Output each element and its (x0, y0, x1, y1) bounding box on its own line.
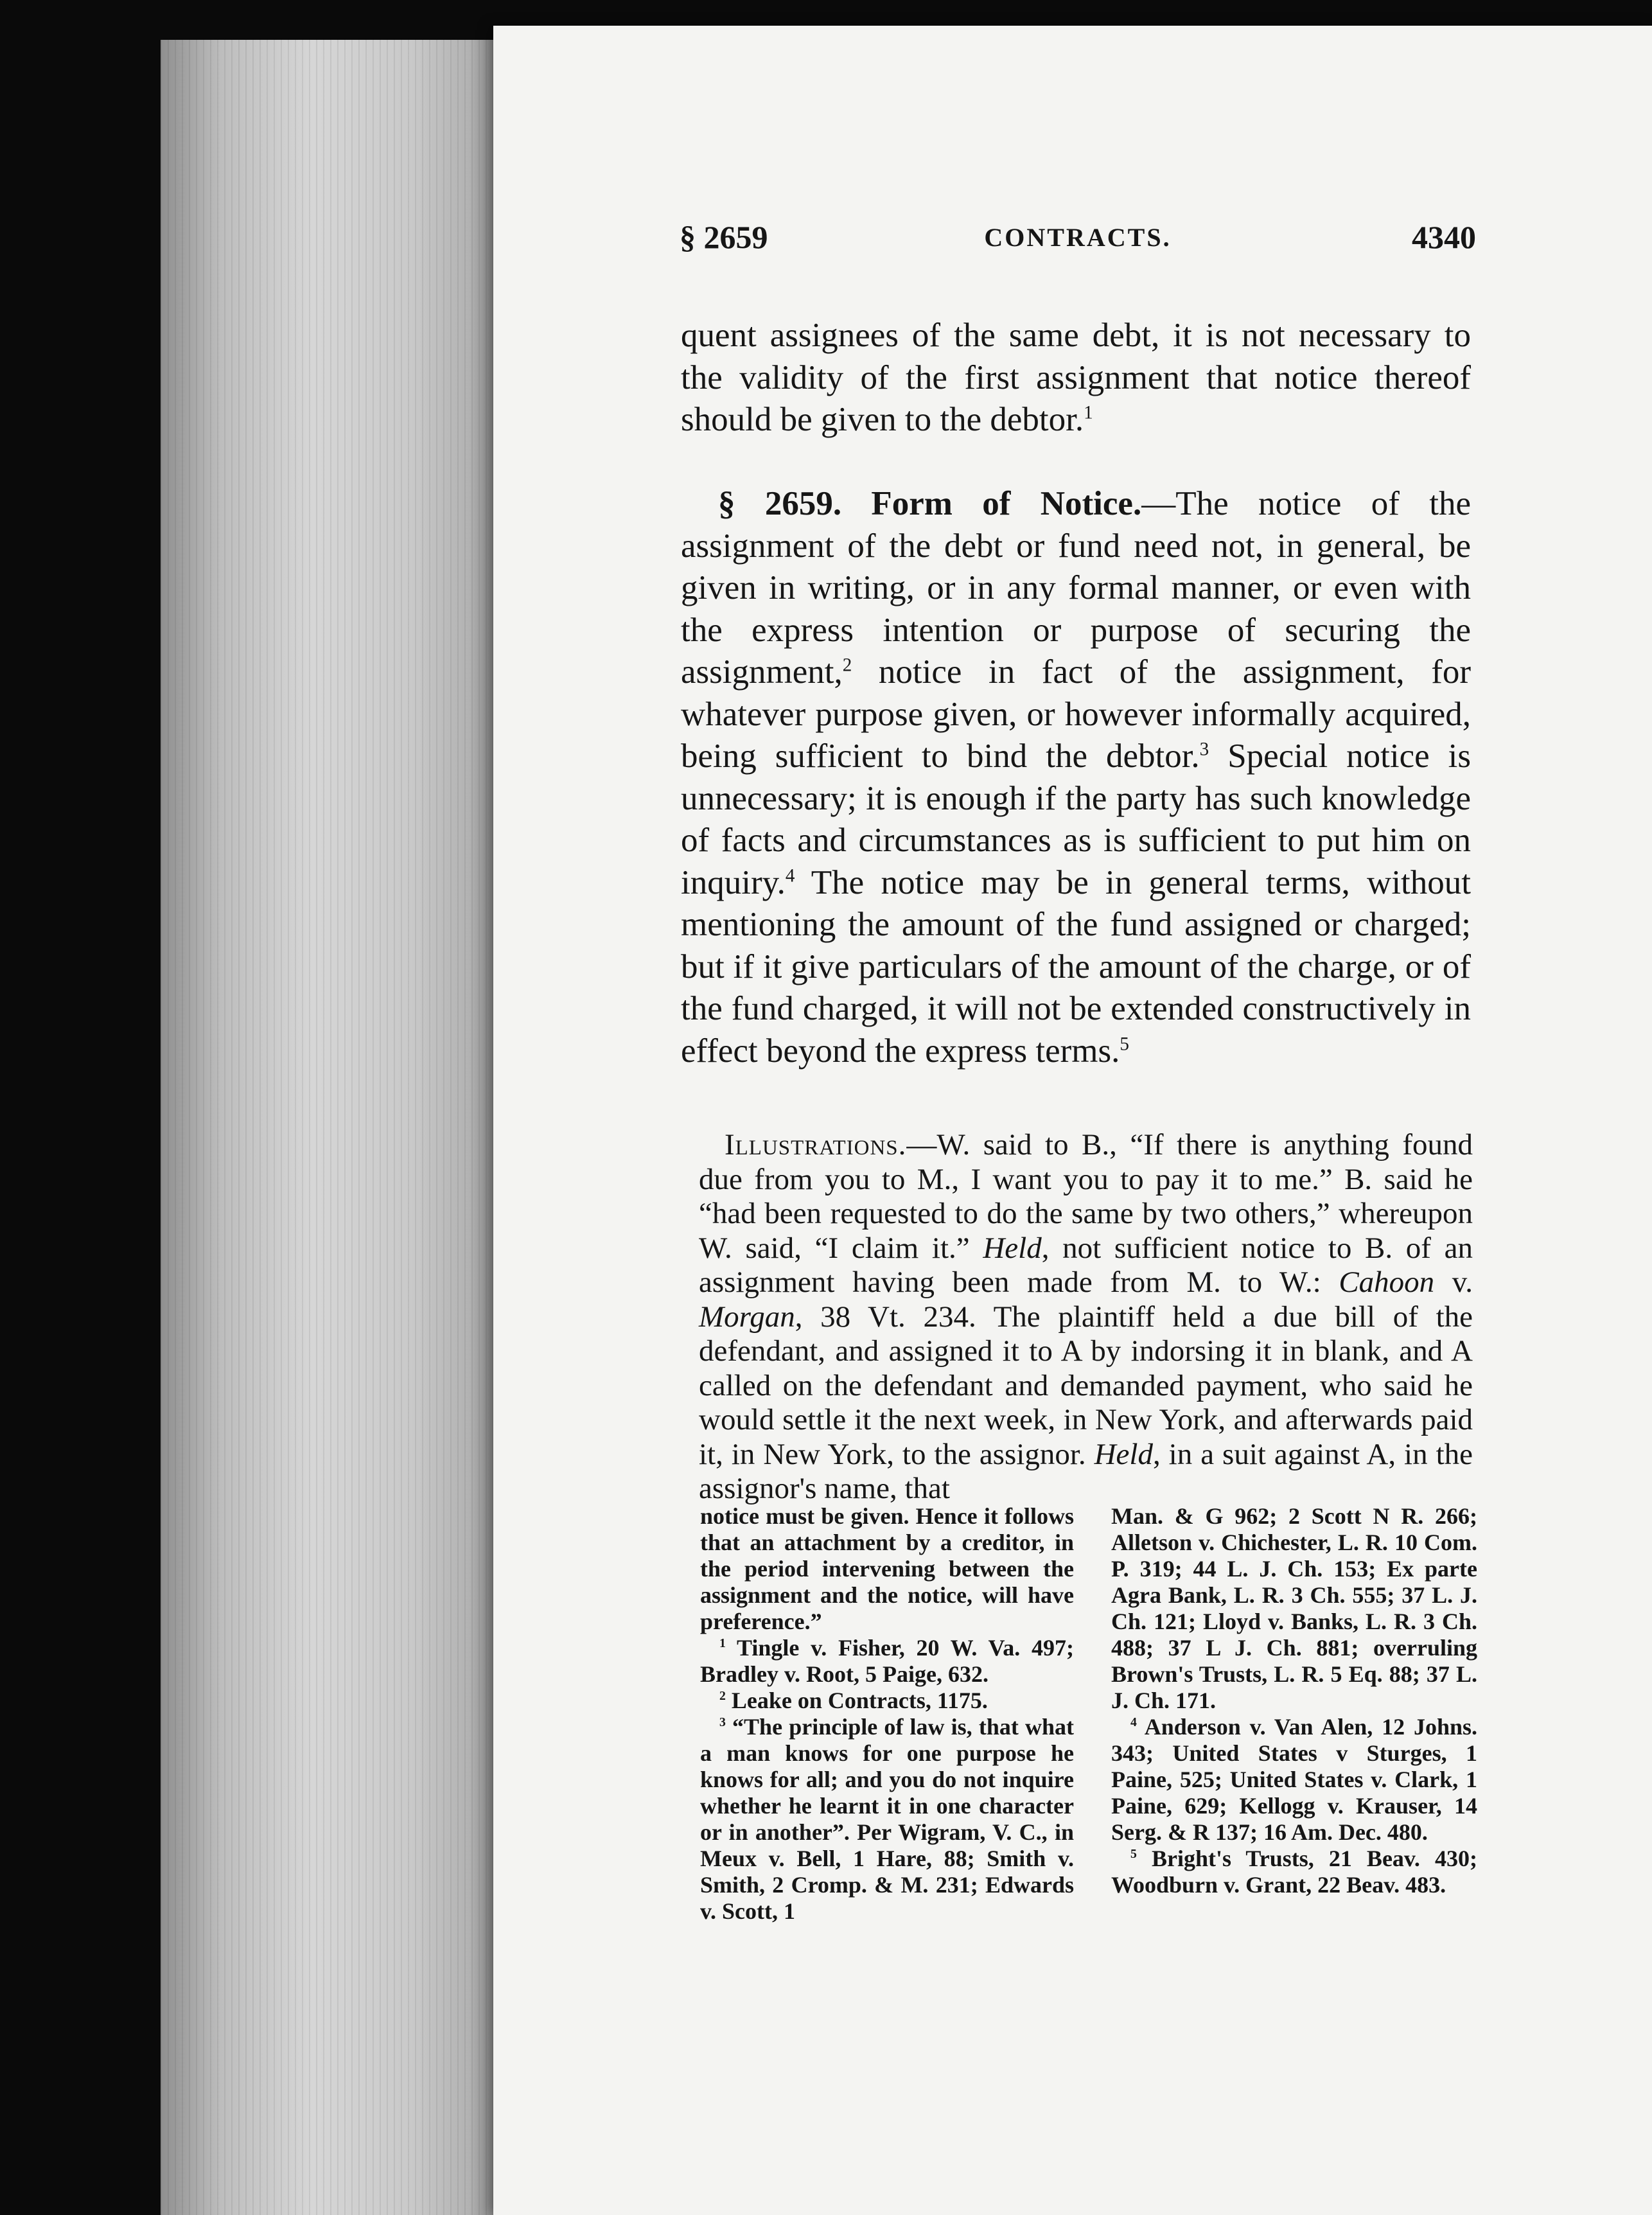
footnote-2 (700, 1688, 1074, 1714)
held-term: Held (983, 1231, 1042, 1265)
footnote-1 (700, 1635, 1074, 1688)
footnote-text: Bright's Trusts, 21 Beav. 430; Woodburn v. Grant, 22 Beav. 483. (1111, 1846, 1477, 1898)
footnote-ref-5: 5 (1120, 1033, 1129, 1054)
book-page (493, 26, 1652, 2215)
paragraph-text: quent assignees of the same debt, it is not necessary to the validity of the first assignment that notice thereof should be given to the debtor. (681, 317, 1471, 438)
footnote-ref-4: 4 (785, 865, 795, 886)
running-header (680, 218, 1476, 270)
paragraph-text: notice in fact of the assignment, for whatever purpose given, or however informally acquired, being sufficient to bind the debtor. (681, 653, 1471, 775)
footnote-4 (1111, 1714, 1477, 1846)
illustrations-paragraph (699, 1128, 1473, 1506)
footnote-continuation: notice must be given. Hence it follows that an attachment by a creditor, in the period intervening between the assignment and the notice, will have preference.” (700, 1503, 1074, 1634)
paragraph-text: The notice may be in general terms, without mentioning the amount of the fund assigned or charged; but if it give particulars of the amount of the charge, or of the fund charged, it will not be extended constructively in effect beyond the express terms. (681, 863, 1471, 1070)
footnotes-left-column (700, 1503, 1074, 1925)
illustrations-heading: Illustrations. (725, 1128, 907, 1161)
illustration-text: , 38 Vt. 234. The plaintiff held a due bill of the defendant, and assigned it to A by indorsing it in blank, and A called on the defendant and demanded payment, who said he would settle it the next week, in New York, and afterwards paid it, in New York, to the assignor. (699, 1300, 1473, 1471)
section-heading: § 2659. Form of Notice. (718, 485, 1142, 522)
footnote-ref-2: 2 (842, 655, 852, 676)
footnote-mark: 2 (719, 1689, 726, 1703)
case-versus: v. (1434, 1266, 1473, 1299)
header-section-number: § 2659 (680, 219, 768, 255)
header-page-number: 4340 (1412, 219, 1476, 255)
footnote-text: Leake on Contracts, 1175. (725, 1688, 988, 1713)
illustration-text: , in a suit against A, in the assignor's name, that (699, 1437, 1473, 1505)
paragraph-continued (681, 315, 1471, 441)
footnote-ref-3: 3 (1199, 739, 1209, 760)
case-party: Cahoon (1339, 1266, 1435, 1299)
held-term: Held (1094, 1437, 1153, 1471)
footnote-text: “The principle of law is, that what a man knows for one purpose he knows for all; and you do not inquire whether he learnt it in one character or in another”. Per Wigram, V. C., in Meux v. Bell, 1 Hare, 88; Smith v. Smith, 2 Cromp. & M. 231; Edwards v. Scott, 1 (700, 1714, 1074, 1924)
footnote-mark: 3 (719, 1715, 726, 1729)
header-running-title: CONTRACTS. (984, 223, 1172, 252)
footnote-continuation: Man. & G 962; 2 Scott N R. 266; Alletson v. Chichester, L. R. 10 Com. P. 319; 44 L. J. Ch. 153; Ex parte Agra Bank, L. R. 3 Ch. 555; 37 L. J. Ch. 121; Lloyd v. Banks, L. R. 3 Ch. 488; 37 L J. Ch. 881; overruling Brown's Trusts, L. R. 5 Eq. 88; 37 L. J. Ch. 171. (1111, 1503, 1477, 1713)
book-page-edges (161, 40, 495, 2215)
illustration-text: —W. said to B., “If there is anything found due from you to M., I want you to pay it to me.” B. said he “had been requested to do the same by two others,” whereupon W. said, “I claim it.” (699, 1128, 1473, 1265)
footnote-text: Tingle v. Fisher, 20 W. Va. 497; Bradley v. Root, 5 Paige, 632. (700, 1635, 1074, 1687)
case-party: Morgan (699, 1300, 795, 1334)
footnote-text: Anderson v. Van Alen, 12 Johns. 343; United States v Sturges, 1 Paine, 525; United States v. Clark, 1 Paine, 629; Kellogg v. Krauser, 14 Serg. & R 137; 16 Am. Dec. 480. (1111, 1714, 1477, 1845)
paragraph-text: —The notice of the assignment of the debt or fund need not, in general, be given in writing, or in any formal manner, or even with the express intention or purpose of securing the assignment, (681, 485, 1471, 691)
footnotes-right-column (1111, 1503, 1477, 1898)
footnote-mark: 5 (1130, 1847, 1137, 1861)
section-2659-paragraph (681, 483, 1471, 1072)
footnote-5 (1111, 1846, 1477, 1898)
footnote-mark: 4 (1130, 1715, 1137, 1729)
footnote-3 (700, 1714, 1074, 1925)
illustration-text: , not sufficient notice to B. of an assignment having been made from M. to W.: (699, 1231, 1473, 1299)
paragraph-text: Special notice is unnecessary; it is enough if the party has such knowledge of facts and circumstances as is sufficient to put him on inquiry. (681, 737, 1471, 901)
footnote-ref-1: 1 (1084, 402, 1093, 423)
footnote-mark: 1 (719, 1636, 726, 1650)
